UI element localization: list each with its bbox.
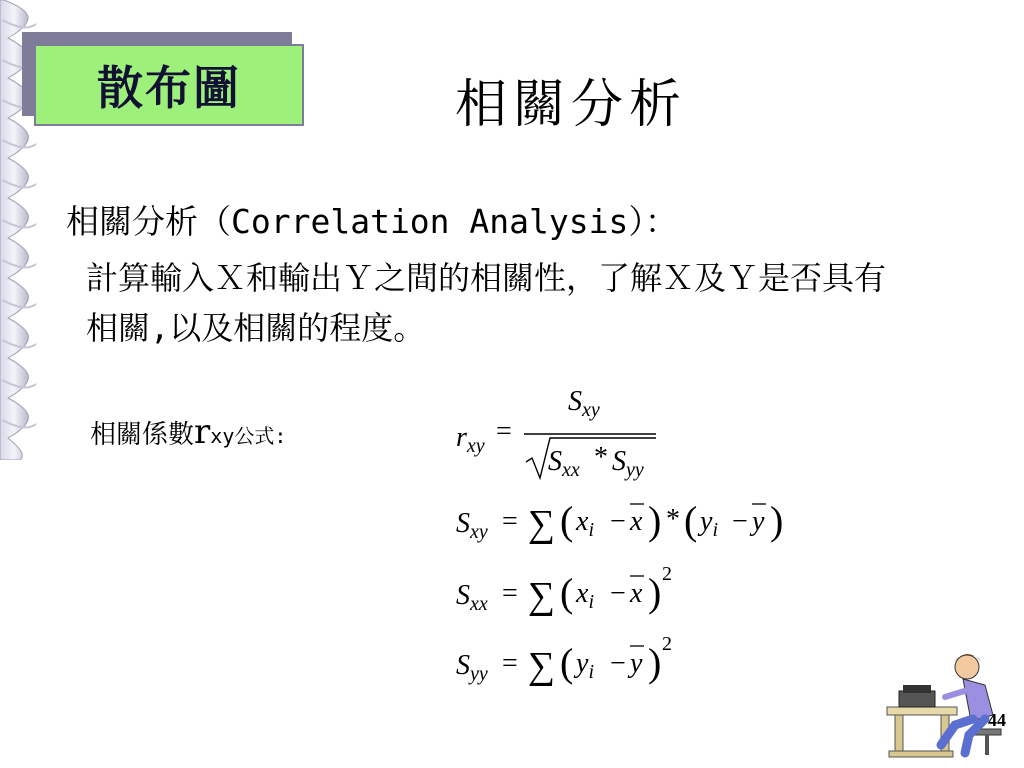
svg-text:xi [575,506,594,541]
section-tag-face [34,44,304,126]
syy-s: S [456,650,470,681]
person-typing-icon [885,645,1015,760]
svg-text:(: ( [560,570,574,615]
numerator-sub: xy [582,399,600,421]
sxy-minus2: − [732,506,748,537]
sxy-sub: xy [470,521,488,543]
den-times: * [594,442,608,473]
sxy-x: x [576,506,589,537]
syy-ybar: y [630,648,643,679]
sxy-minus: − [610,506,626,537]
sxx-eq: = [502,578,518,609]
syy-sub: yy [470,663,488,685]
r-lhs: r [456,422,467,453]
page-number: 44 [988,710,1006,730]
sxx-sum: ∑ [528,575,556,617]
section-tag-label: 散布圖 [97,61,241,115]
svg-text:Syy [612,446,644,481]
sxy-yi: i [712,519,718,541]
coefficient-prefix: 相關係數 [90,420,195,450]
svg-text:yi [697,506,718,541]
formula-block [440,380,800,700]
svg-text:yi [573,648,594,683]
r-eq: = [496,416,512,447]
svg-text:Syy [456,650,488,685]
sxx-minus: − [610,578,626,609]
coefficient-label [90,412,286,452]
formula-sxy [456,498,783,545]
syy-i: i [588,661,594,683]
svg-text:): ) [648,640,662,685]
section-heading: 相關分析（Correlation Analysis）： [66,202,678,241]
section-tag [22,32,304,126]
svg-text:Sxx [456,580,488,615]
den-a-s: S [548,446,562,477]
sxy-xbar: x [630,506,643,537]
svg-text:Sxx [548,446,580,481]
svg-text:Sxy [456,508,488,543]
svg-text:rxy [456,422,485,457]
svg-text:): ) [648,498,662,543]
description-paragraph: 計算輸入Ｘ和輸出Ｙ之間的相關性，了解Ｘ及Ｙ是否具有相關,以及相關的程度。 [86,259,887,347]
sxx-square: 2 [662,563,672,585]
r-lhs-sub: xy [466,435,485,457]
svg-text:(: ( [560,498,574,543]
coefficient-suffix: 公式: [234,424,287,448]
svg-text:Sxy [568,386,600,421]
sxx-s: S [456,580,470,611]
coefficient-symbol: r [194,412,211,452]
svg-text:): ) [770,498,784,543]
sxy-y: y [700,506,713,537]
sxy-s: S [456,508,470,539]
sxx-x: x [576,578,589,609]
formula-syy [456,633,672,687]
formula-sxx [456,563,672,617]
coefficient-subscript: xy [210,424,235,448]
sxy-ybar: y [752,506,765,537]
den-b-sub: yy [626,459,644,481]
svg-text:(: ( [684,498,698,543]
sxx-sub: xx [470,593,488,615]
sxy-sum: ∑ [528,503,556,545]
svg-text:(: ( [560,640,574,685]
syy-eq: = [502,648,518,679]
syy-square: 2 [662,633,672,655]
sxy-i: i [588,519,594,541]
sxy-eq: = [502,506,518,537]
svg-text:xi [575,578,594,613]
den-b-s: S [612,446,626,477]
svg-text:): ) [648,570,662,615]
sxx-xbar: x [630,578,643,609]
syy-sum: ∑ [528,645,556,687]
slide-title: 相關分析 [455,75,688,135]
numerator-s: S [568,386,582,417]
sxy-times: * [666,504,680,535]
syy-y: y [576,648,589,679]
formula-correlation [456,386,656,481]
sxx-i: i [588,591,594,613]
den-a-sub: xx [562,459,580,481]
syy-minus: − [610,648,626,679]
